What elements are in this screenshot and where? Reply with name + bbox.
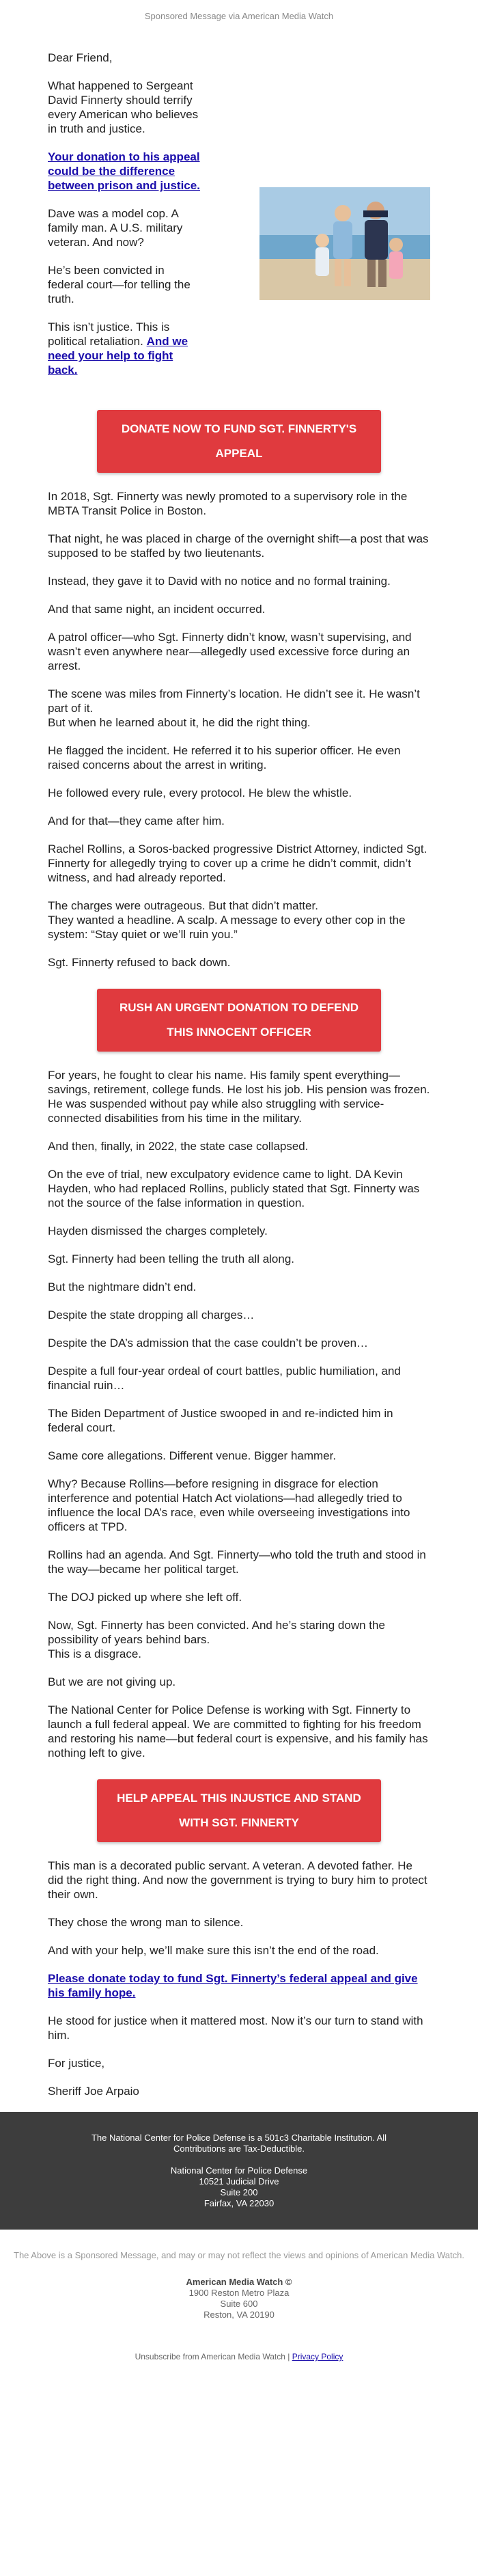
retaliation-text: This isn’t justice. This is political retaliation. — [48, 320, 170, 348]
charity-address — [68, 2165, 410, 2209]
letter-body — [48, 34, 430, 2098]
story-paragraph: The National Center for Police Defense is working with Sgt. Finnerty to launch a full federal appeal. We are committed to fighting for his freedom and restoring his name—but federal court is expensive, and his family has nothing left to give. — [48, 1703, 428, 1759]
donate-button-wrapper — [48, 1779, 430, 1842]
privacy-policy-link[interactable]: Privacy Policy — [292, 2352, 343, 2361]
story-paragraph: Rollins had an agenda. And Sgt. Finnerty—who told the truth and stood in the way—became her political target. — [48, 1548, 426, 1576]
story-paragraph: And then, finally, in 2022, the state case collapsed. — [48, 1140, 309, 1153]
intro-link-paragraph — [48, 150, 201, 193]
story-paragraph: On the eve of trial, new exculpatory evidence came to light. DA Kevin Hayden, who had replaced Rollins, publicly stated that Sgt. Finnerty was not the source of the false information in question. — [48, 1168, 420, 1209]
charity-footer — [0, 2112, 478, 2230]
story-line: Now, Sgt. Finnerty has been convicted. And he’s staring down the possibility of years behind bars. — [48, 1619, 385, 1646]
charity-city: Fairfax, VA 22030 — [203, 2198, 275, 2208]
publisher-city: Reston, VA 20190 — [203, 2310, 275, 2320]
story-paragraph: Despite the state dropping all charges… — [48, 1308, 255, 1321]
story-line: This is a disgrace. — [48, 1647, 141, 1660]
intro-section — [48, 51, 430, 391]
story-paragraph: Despite the DA’s admission that the case couldn’t be proven… — [48, 1337, 369, 1349]
publisher-address — [0, 2277, 478, 2320]
story-paragraph — [48, 899, 430, 942]
donation-appeal-link[interactable]: Your donation to his appeal could be the difference between prison and justice. — [48, 150, 200, 192]
family-photo — [259, 187, 430, 300]
story-paragraph: The DOJ picked up where she left off. — [48, 1591, 242, 1604]
story-line: The charges were outrageous. But that didn’t matter. — [48, 899, 318, 912]
donate-now-button[interactable]: DONATE NOW TO FUND SGT. FINNERTY'S APPEAL — [97, 410, 381, 473]
publisher-name: American Media Watch © — [186, 2277, 292, 2287]
story-paragraph — [48, 1618, 430, 1661]
story-line: They wanted a headline. A scalp. A message to every other cop in the system: “Stay quiet or we’ll ruin you.” — [48, 914, 406, 941]
story-line: But when he learned about it, he did the right thing. — [48, 716, 311, 729]
story-paragraph — [48, 687, 430, 730]
federal-appeal-link[interactable]: Please donate today to fund Sgt. Finnerty’s federal appeal and give his family hope. — [48, 1972, 418, 1999]
story-paragraph: In 2018, Sgt. Finnerty was newly promoted to a supervisory role in the MBTA Transit Police in Boston. — [48, 490, 408, 517]
closing-paragraph: They chose the wrong man to silence. — [48, 1916, 244, 1929]
story-paragraph: The Biden Department of Justice swooped in and re-indicted him in federal court. — [48, 1407, 393, 1434]
story-paragraph: For years, he fought to clear his name. His family spent everything—savings, retirement, college funds. He lost his job. His pension was frozen. He was suspended without pay while also struggling with service-connected disabilities from his time in the military. — [48, 1069, 430, 1125]
story-paragraph: And that same night, an incident occurred. — [48, 603, 266, 616]
family-photo-illustration — [259, 187, 430, 300]
intro-paragraph: Dave was a model cop. A family man. A U.S. military veteran. And now? — [48, 207, 183, 249]
intro-text — [48, 51, 201, 391]
signature-name: Sheriff Joe Arpaio — [48, 2085, 139, 2098]
publisher-suite: Suite 600 — [220, 2299, 258, 2309]
tax-deductible-notice: The National Center for Police Defense is a 501c3 Charitable Institution. All Contributions are Tax-Deductible. — [91, 2133, 387, 2154]
charity-suite: Suite 200 — [220, 2187, 258, 2197]
sign-off: For justice, — [48, 2057, 105, 2070]
donate-button-wrapper — [48, 410, 430, 473]
intro-paragraph: He’s been convicted in federal court—for telling the truth. — [48, 264, 191, 305]
story-paragraph: Instead, they gave it to David with no notice and no formal training. — [48, 575, 391, 588]
unsubscribe-bar — [0, 2320, 478, 2361]
story-paragraph: Rachel Rollins, a Soros-backed progressive District Attorney, indicted Sgt. Finnerty for allegedly trying to cover up a crime he didn’t commit, didn’t witness, and had already reported. — [48, 842, 427, 884]
story-paragraph: But we are not giving up. — [48, 1675, 176, 1688]
charity-street: 10521 Judicial Drive — [199, 2176, 279, 2187]
story-paragraph: He followed every rule, every protocol. He blew the whistle. — [48, 786, 352, 799]
closing-paragraph: This man is a decorated public servant. A veteran. A devoted father. He did the right thing. And now the government is trying to bury him to protect their own. — [48, 1859, 427, 1901]
publisher-street: 1900 Reston Metro Plaza — [188, 2288, 290, 2298]
story-line: The scene was miles from Finnerty’s location. He didn’t see it. He wasn’t part of it. — [48, 687, 420, 715]
story-paragraph: That night, he was placed in charge of the overnight shift—a post that was supposed to be staffed by two lieutenants. — [48, 532, 429, 560]
story-paragraph: Sgt. Finnerty refused to back down. — [48, 956, 231, 969]
story-paragraph: But the nightmare didn’t end. — [48, 1280, 197, 1293]
closing-paragraph: He stood for justice when it mattered most. Now it’s our turn to stand with him. — [48, 2014, 423, 2042]
link-separator: | — [285, 2352, 292, 2361]
story-paragraph: Despite a full four-year ordeal of court battles, public humiliation, and financial ruin… — [48, 1365, 401, 1392]
fight-back-link[interactable]: And we need your help to fight back. — [48, 335, 188, 376]
charity-name: National Center for Police Defense — [170, 2165, 308, 2176]
photo-column — [259, 51, 430, 391]
story-paragraph: Same core allegations. Different venue. Bigger hammer. — [48, 1449, 337, 1462]
intro-paragraph: What happened to Sergeant David Finnerty should terrify every American who believes in truth and justice. — [48, 79, 199, 135]
unsubscribe-link[interactable]: Unsubscribe from American Media Watch — [135, 2352, 285, 2361]
closing-link-paragraph — [48, 1971, 430, 2000]
story-paragraph: Hayden dismissed the charges completely. — [48, 1224, 268, 1237]
donate-button-wrapper — [48, 989, 430, 1052]
story-paragraph: Sgt. Finnerty had been telling the truth all along. — [48, 1252, 295, 1265]
closing-paragraph: And with your help, we’ll make sure this isn’t the end of the road. — [48, 1944, 379, 1957]
story-paragraph: Why? Because Rollins—before resigning in disgrace for election interference and potential Hatch Act violations—had allegedly tried to influence the local DA’s race, even while overseeing investigations into officers at TPD. — [48, 1477, 410, 1533]
urgent-donation-button[interactable]: RUSH AN URGENT DONATION TO DEFEND THIS INNOCENT OFFICER — [97, 989, 381, 1052]
sponsored-disclaimer: The Above is a Sponsored Message, and may or may not reflect the views and opinions of American Media Watch. — [14, 2250, 464, 2260]
intro-paragraph — [48, 320, 201, 377]
story-paragraph: He flagged the incident. He referred it to his superior officer. He even raised concerns about the arrest in writing. — [48, 744, 401, 771]
story-paragraph: And for that—they came after him. — [48, 814, 225, 827]
sponsored-banner: Sponsored Message via American Media Watch — [144, 11, 334, 21]
appeal-injustice-button[interactable]: HELP APPEAL THIS INJUSTICE AND STAND WITH SGT. FINNERTY — [97, 1779, 381, 1842]
greeting: Dear Friend, — [48, 51, 113, 64]
story-paragraph: A patrol officer—who Sgt. Finnerty didn’t know, wasn’t supervising, and wasn’t even anywhere near—allegedly used excessive force during an arrest. — [48, 631, 412, 672]
